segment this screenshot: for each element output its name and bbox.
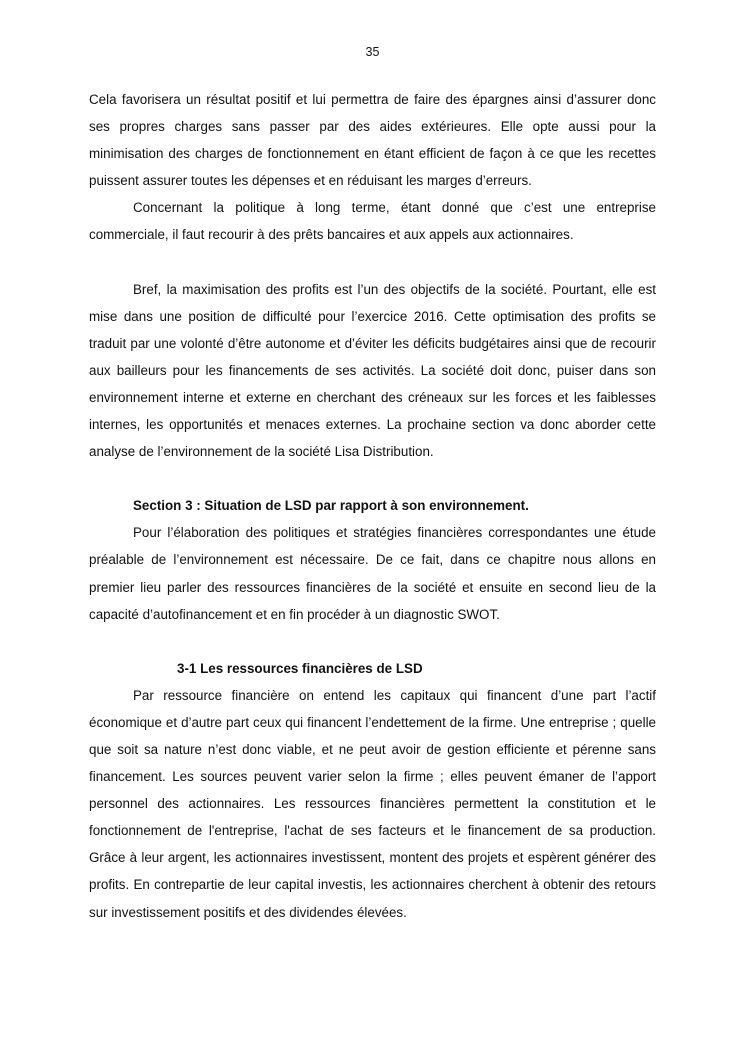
paragraph-profit-maximisation: Bref, la maximisation des profits est l’un des objectifs de la société. Pourtant, elle est mise dans une position de difficulté pour l’exercice 2016. Cette optimisation des profits se traduit par une volonté d’être autonome et d’éviter les déficits budgétaires ainsi que de recourir aux bailleurs pour les financements de ses activités. La société doit donc, puiser dans son environnement interne et externe en cherchant des créneaux sur les forces et les faiblesses internes, les opportunités et menaces externes. La prochaine section va donc aborder cette analyse de l’environnement de la société Lisa Distribution. — [89, 281, 656, 460]
document-body — [89, 86, 656, 926]
subsection-3-1-heading: 3-1 Les ressources financières de LSD — [177, 660, 423, 676]
paragraph-long-term-policy: Concernant la politique à long terme, étant donné que c’est une entreprise commerciale, il faut recourir à des prêts bancaires et aux appels aux actionnaires. — [89, 200, 656, 243]
paragraph-financial-resources: Par ressource financière on entend les capitaux qui financent d’une part l’actif économique et d’autre part ceux qui financent l’endettement de la firme. Une entreprise ; quelle que soit sa nature n’est donc viable, et ne peut avoir de gestion efficiente et pérenne sans financement. Les sources peuvent varier selon la firme ; elles peuvent émaner de l’apport personnel des actionnaires. Les ressources financières permettent la constitution et le fonctionnement de l'entreprise, l'achat de ses facteurs et le financement de sa production. Grâce à leur argent, les actionnaires investissent, montent des projets et espèrent générer des profits. En contrepartie de leur capital investis, les actionnaires cherchent à obtenir des retours sur investissement positifs et des dividendes élevées. — [89, 687, 656, 920]
section-3-heading: Section 3 : Situation de LSD par rapport à son environnement. — [133, 498, 529, 514]
paragraph-environment-study: Pour l’élaboration des politiques et stratégies financières correspondantes une étude préalable de l’environnement est nécessaire. De ce fait, dans ce chapitre nous allons en premier lieu parler des ressources financières de la société et ensuite en second lieu de la capacité d’autofinancement et en fin procéder à un diagnostic SWOT. — [89, 525, 656, 622]
page-number: 35 — [365, 45, 380, 59]
paragraph-financial-results: Cela favorisera un résultat positif et lui permettra de faire des épargnes ainsi d’assurer donc ses propres charges sans passer par des aides extérieures. Elle opte aussi pour la minimisation des charges de fonctionnement en étant efficient de façon à ce que les recettes puissent assurer toutes les dépenses et en réduisant les marges d’erreurs. — [89, 92, 656, 189]
